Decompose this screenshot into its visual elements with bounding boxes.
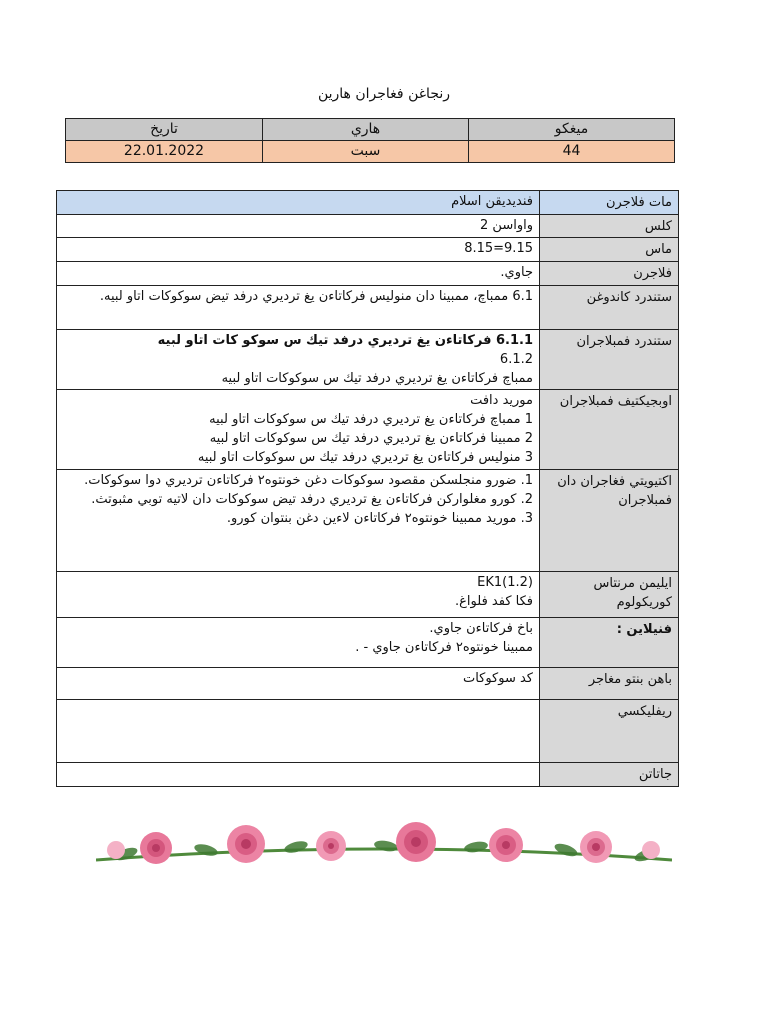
table-row xyxy=(57,215,679,238)
row-label: فنيلاين : xyxy=(540,618,679,668)
row-content xyxy=(57,286,540,330)
content-line: 3 منوليس فركاتاءن يغ ترديري درفد تيك س سوكوكات اتاو لبيه xyxy=(197,450,533,465)
row-label: ستندرد فمبلاجران xyxy=(540,330,679,390)
row-content xyxy=(57,618,540,668)
info-header-date: تاريخ xyxy=(66,119,263,141)
row-content xyxy=(57,390,540,470)
info-header-week: ميغكو xyxy=(469,119,675,141)
content-line: 6.1.1 فركاتاءن يغ ترديري درفد تيك س سوكو كات اتاو لبيه xyxy=(157,333,533,348)
row-label: جاتاتن xyxy=(540,763,679,787)
page-title: رنجاغن فغاجران هارين xyxy=(317,86,451,102)
row-content xyxy=(57,668,540,700)
row-content xyxy=(57,572,540,618)
row-label: ماس xyxy=(540,238,679,262)
content-line: 2 ممبينا فركاتاءن يغ ترديري درفد تيك س سوكوكات اتاو لبيه xyxy=(209,431,533,446)
info-value-row xyxy=(66,141,675,163)
info-header-row xyxy=(66,119,675,141)
content-line: 6.1 ممباچ، ممبينا دان منوليس فركاتاءن يغ ترديري درفد تيض سوكوكات اتاو لبيه. xyxy=(99,289,533,304)
content-line: 2. كورو مغلواركن فركاتاءن يغ ترديري درفد تيض سوكوكات دان لاتيه توبي مثبوتث. xyxy=(91,492,533,507)
info-header-day: هاري xyxy=(263,119,469,141)
row-content xyxy=(57,238,540,262)
table-row xyxy=(57,470,679,572)
row-label: مات فلاجرن xyxy=(540,191,679,215)
info-week-value: 44 xyxy=(469,141,675,163)
content-line: 8.15=9.15 xyxy=(464,241,533,256)
row-content xyxy=(57,262,540,286)
row-label: فلاجرن xyxy=(540,262,679,286)
table-row xyxy=(57,238,679,262)
table-row xyxy=(57,286,679,330)
content-line: جاوي. xyxy=(500,265,533,280)
row-content xyxy=(57,215,540,238)
table-row xyxy=(57,191,679,215)
content-line: 3. موريد ممبينا خونتوه٢ فركاتاءن لاءين دغن بنتوان كورو. xyxy=(226,511,533,526)
row-content xyxy=(57,470,540,572)
row-label: اوبجيكتيف فمبلاجران xyxy=(540,390,679,470)
content-line: فنديديقن اسلام xyxy=(451,194,533,209)
table-row xyxy=(57,763,679,787)
table-row xyxy=(57,330,679,390)
info-day-value: سبت xyxy=(263,141,469,163)
rose-border-decoration xyxy=(96,820,672,870)
content-line: موريد دافت xyxy=(470,393,533,408)
content-line: واواسن 2 xyxy=(480,218,533,233)
row-label: اكتيويتي فغاجران دان فمبلاجران xyxy=(540,470,679,572)
lesson-plan-table xyxy=(56,190,679,787)
row-label: ايليمن مرنتاس كوريكولوم xyxy=(540,572,679,618)
row-label: ستندرد كاندوغن xyxy=(540,286,679,330)
content-line: باخ فركاتاءن جاوي. xyxy=(429,621,533,636)
content-line: 1. ضورو منجلسكن مقصود سوكوكات دغن خونتوه٢ فركاتاءن ترديري دوا سوكوكات. xyxy=(84,473,533,488)
content-line: ممبينا خونتوه٢ فركاتاءن جاوي - . xyxy=(355,640,533,655)
table-row xyxy=(57,572,679,618)
content-line: ممباچ فركاتاءن يغ ترديري درفد تيك س سوكوكات اتاو لبيه xyxy=(221,371,533,386)
info-date-value: 22.01.2022 xyxy=(66,141,263,163)
content-line: فكا كفد فلواغ. xyxy=(455,594,533,609)
row-content xyxy=(57,700,540,763)
table-row xyxy=(57,390,679,470)
row-content xyxy=(57,763,540,787)
content-line: 1 ممباچ فركاتاءن يغ ترديري درفد تيك س سوكوكات اتاو لبيه xyxy=(209,412,533,427)
row-label: كلس xyxy=(540,215,679,238)
table-row xyxy=(57,618,679,668)
table-row xyxy=(57,668,679,700)
row-label: باهن بنتو مغاجر xyxy=(540,668,679,700)
row-label: ريفليكسي xyxy=(540,700,679,763)
content-line: كد سوكوكات xyxy=(462,671,533,686)
content-line: 6.1.2 xyxy=(499,352,533,367)
lesson-info-table xyxy=(65,118,675,163)
content-line: EK1(1.2) xyxy=(477,575,533,590)
table-row xyxy=(57,262,679,286)
table-row xyxy=(57,700,679,763)
row-content xyxy=(57,330,540,390)
row-content xyxy=(57,191,540,215)
